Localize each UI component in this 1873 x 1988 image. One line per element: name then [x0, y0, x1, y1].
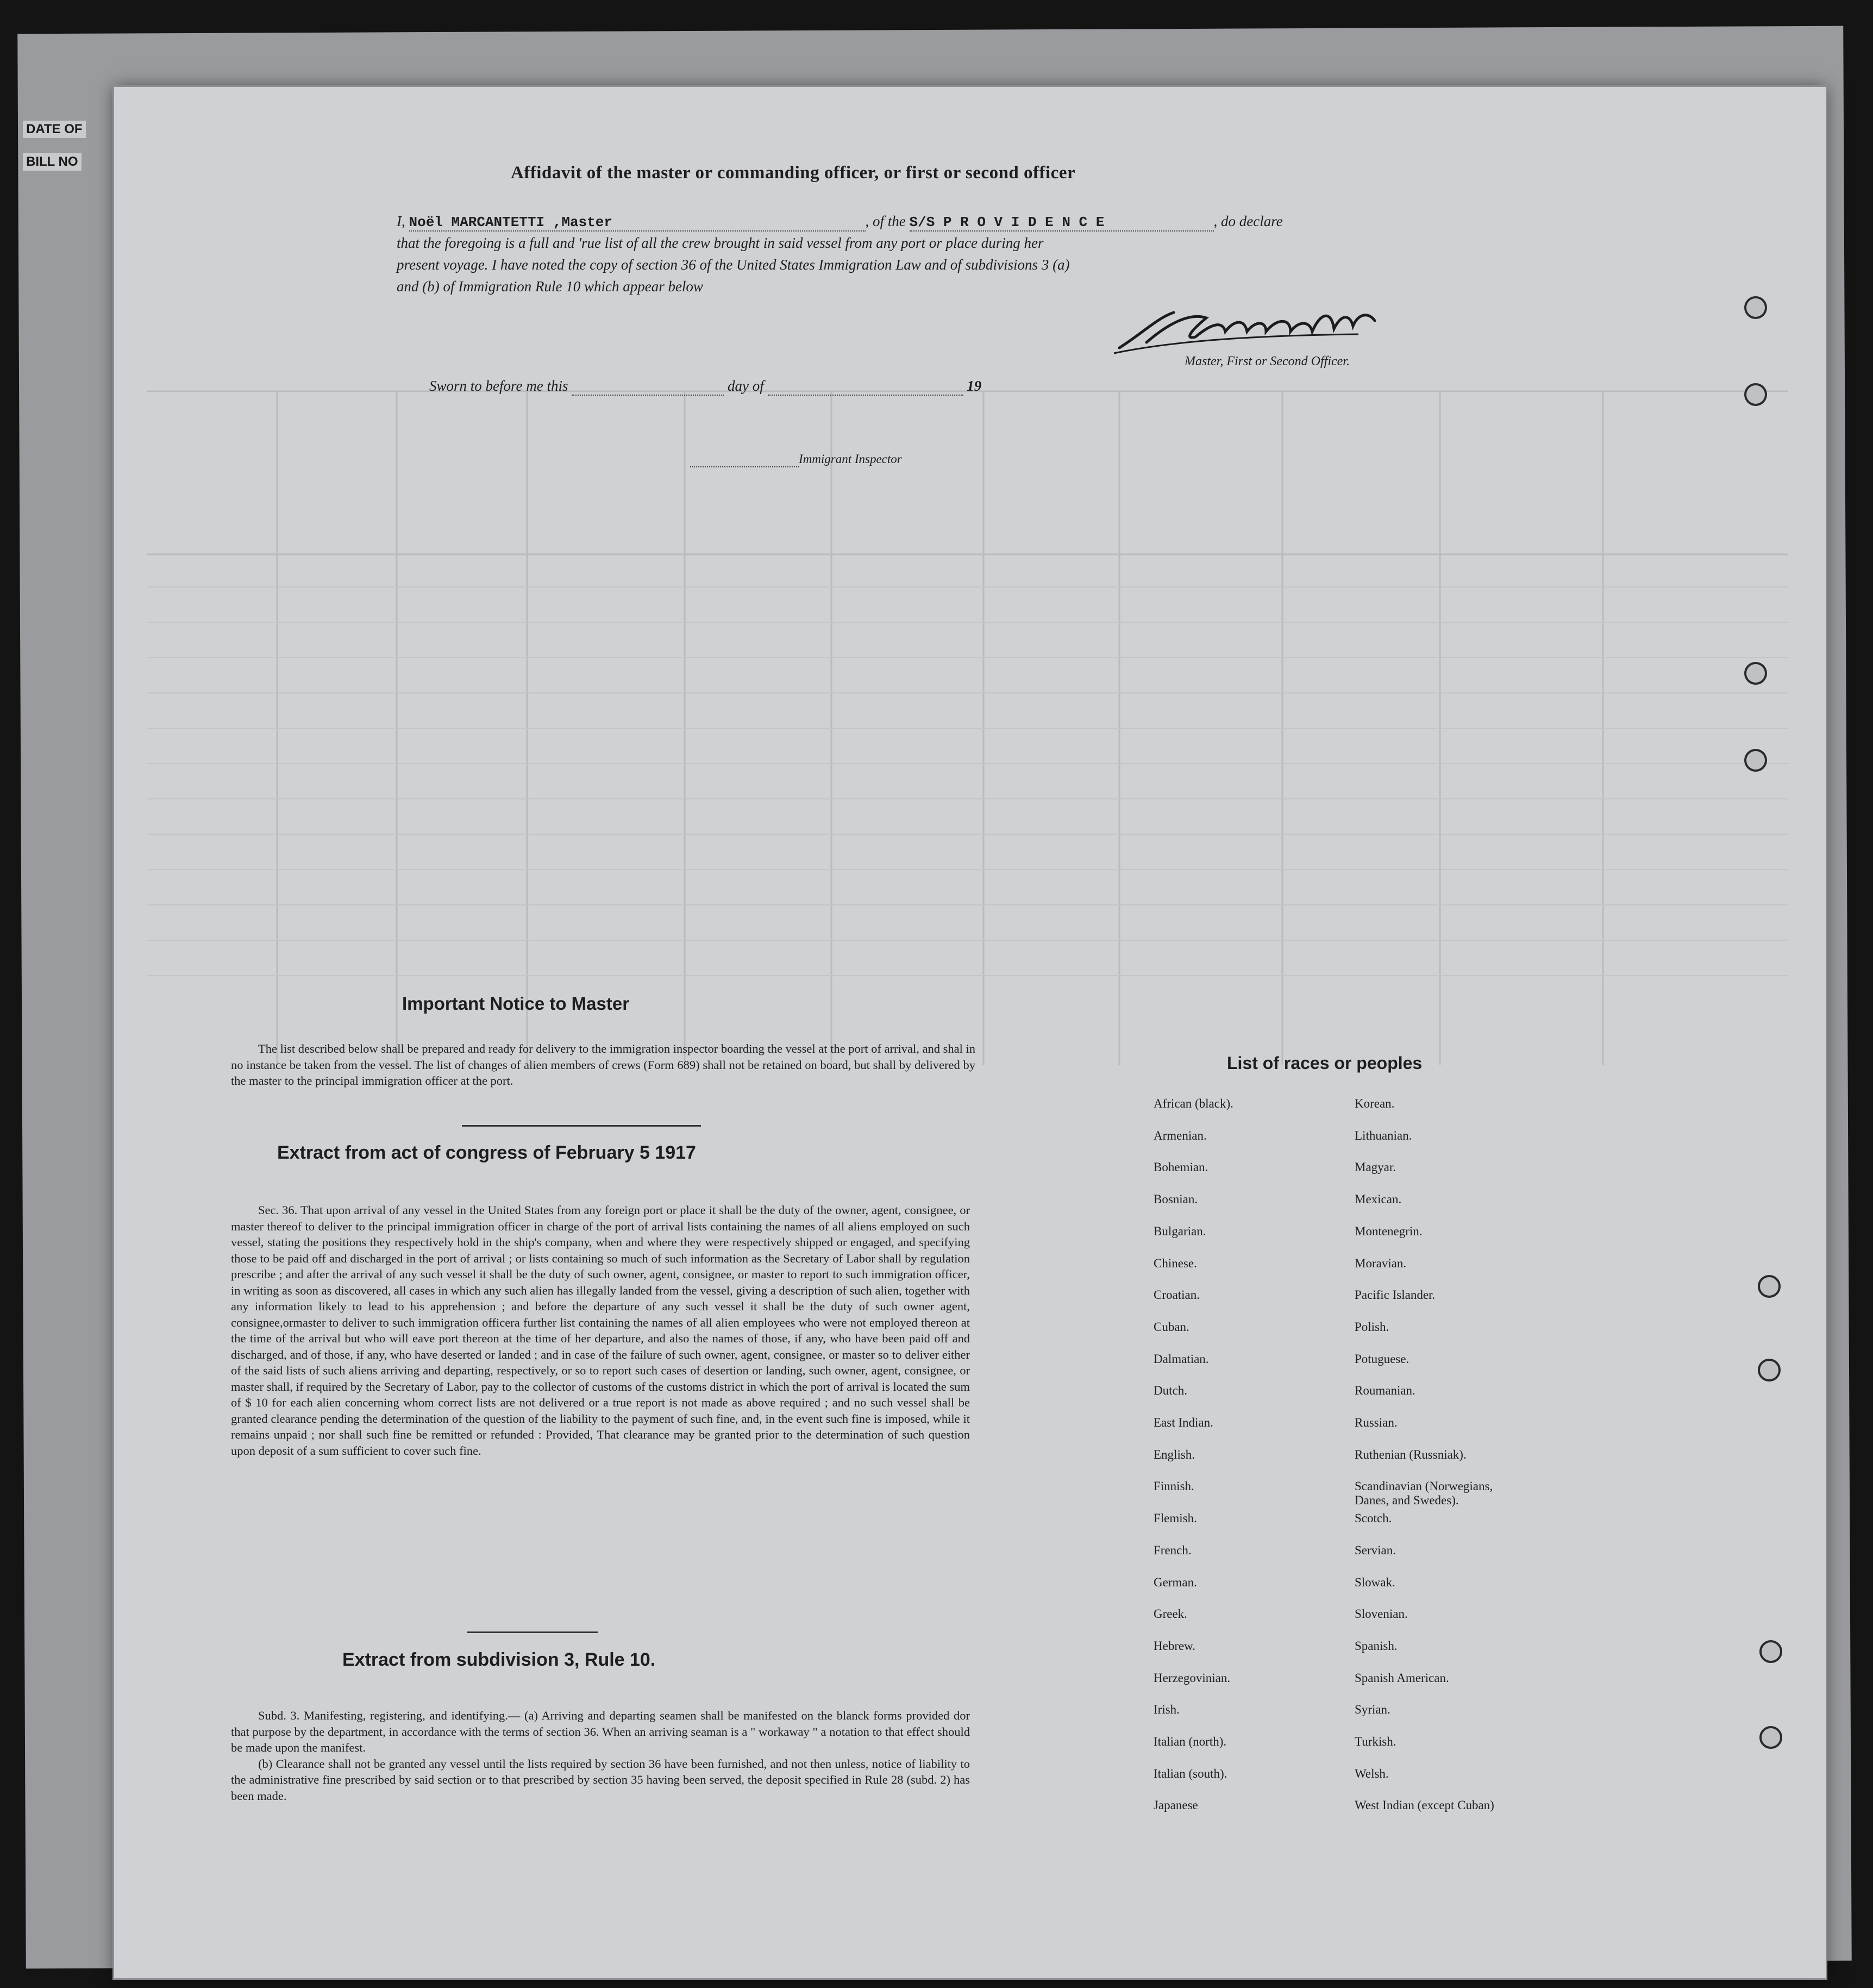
notice-text: [231, 1041, 975, 1089]
race-item: Spanish.: [1355, 1639, 1398, 1653]
affidavit-page: [114, 87, 1826, 1978]
race-item: Chinese.: [1154, 1256, 1197, 1270]
show-through-table: [114, 87, 1826, 1978]
races-list-title: List of races or peoples: [1227, 1053, 1423, 1073]
race-item: Mexican.: [1355, 1192, 1402, 1206]
race-item: Servian.: [1355, 1543, 1396, 1557]
punch-hole: [1759, 1726, 1782, 1749]
affidavit-line1-mid: , of the: [865, 213, 906, 229]
affidavit-line1-prefix: I,: [397, 213, 405, 229]
race-item: Hebrew.: [1154, 1639, 1196, 1653]
inspector-line: [690, 452, 902, 467]
race-item: Potuguese.: [1355, 1352, 1410, 1366]
race-item: Armenian.: [1154, 1128, 1207, 1142]
race-item: Italian (south).: [1154, 1766, 1227, 1780]
race-item: Roumanian.: [1355, 1384, 1415, 1398]
race-item: East Indian.: [1154, 1416, 1213, 1429]
race-item: Ruthenian (Russniak).: [1355, 1447, 1467, 1461]
affidavit-title: Affidavit of the master or commanding officer, or first or second officer: [511, 163, 1076, 183]
race-item: Italian (north).: [1154, 1735, 1227, 1748]
race-item: Scotch.: [1355, 1511, 1392, 1526]
race-item: English.: [1154, 1447, 1195, 1461]
vessel-name-field: S/S P R O V I D E N C E: [910, 214, 1214, 232]
race-item: West Indian (except Cuban): [1355, 1798, 1494, 1812]
race-item: Moravian.: [1355, 1256, 1407, 1270]
affidavit-line-3: present voyage. I have noted the copy of section 36 of the United States Immigration Law and of subdivisions 3 (a): [397, 257, 1070, 273]
notice-divider: [462, 1125, 701, 1127]
rule-paragraph-a: Subd. 3. Manifesting, registering, and identifying.— (a) Arriving and departing seamen shall be manifested on the blanck forms provided dor that purpose by the department, in accordance with the terms of section 36. When an arriving seaman is a " workaway " a notation to that effect should be made upon the manifest.: [231, 1709, 970, 1754]
race-item: Spanish American.: [1355, 1671, 1449, 1685]
punch-hole: [1744, 296, 1767, 319]
race-item: German.: [1154, 1575, 1197, 1589]
inspector-signature-field: [690, 452, 799, 467]
race-item: Croatian.: [1154, 1288, 1200, 1302]
rule-paragraph-b: (b) Clearance shall not be granted any vessel until the lists required by section 36 have been furnished, and not then unless, notice of liability to the administrative fine prescribed by said section or to that prescribed by section 35 having been served, the deposit specified in Rule 28 (subd. 2) has been made.: [231, 1756, 970, 1803]
race-item: Cuban.: [1154, 1320, 1189, 1334]
affidavit-line-1: [397, 213, 1283, 232]
punch-hole: [1759, 1640, 1782, 1663]
sworn-day-of: day of: [728, 378, 764, 394]
master-name-field: Noël MARCANTETTI ,Master: [409, 214, 866, 232]
inspector-caption: Immigrant Inspector: [799, 452, 902, 466]
race-item: African (black).: [1154, 1097, 1233, 1110]
race-item: Turkish.: [1355, 1735, 1396, 1748]
rule-extract-title: Extract from subdivision 3, Rule 10.: [342, 1649, 656, 1670]
race-item: Pacific Islander.: [1355, 1288, 1436, 1302]
race-item: French.: [1154, 1543, 1192, 1557]
date-of-label: DATE OF: [23, 121, 86, 138]
race-item: Russian.: [1355, 1416, 1398, 1429]
race-item: Syrian.: [1355, 1703, 1390, 1717]
race-item: Bulgarian.: [1154, 1224, 1206, 1238]
race-item: Magyar.: [1355, 1160, 1396, 1174]
sworn-prefix: Sworn to before me this: [429, 378, 568, 394]
race-item: Polish.: [1355, 1320, 1389, 1334]
act-divider: [467, 1631, 598, 1633]
notice-title: Important Notice to Master: [402, 993, 630, 1014]
act-paragraph: Sec. 36. That upon arrival of any vessel in the United States from any foreign port or place it shall be the duty of the owner, agent, consignee, or master thereof to deliver to the principal immigration officer in charge of the port of arrival lists containing the names of all aliens employed on such vessel, stating the positions they respectively hold in the ship's company, when and where they were respectively shipped or engaged, and specifying those to be paid off and discharged in the port of arrival ; or lists containing so much of such information as the Secretary of Labor shall by regulation prescribe ; and after the arrival of any such vessel it shall be the duty of such owner, agent, consignee, or master to report to such immigration officer, in writing as soon as discovered, all cases in which any such alien has illegally landed from the vessel, giving a description of such alien, together with any information likely to lead to his apprehension ; and before the departure of any such vessel it shall be the duty of such owner agent, consignee,ormaster to deliver to such immigration officera further list containing the names of all alien employees who were not employed thereon at the time of the arrival but who will eave port thereon at the time of her departure, and also the names of those, if any, who have been paid off and discharged, and of those, if any, who have deserted or landed ; and in case of the failure of such owner, agent, consignee, or master so to deliver either of the said lists of such aliens arriving and departing, respectively, or so to report such cases of desertion or landing, such owner, agent, consignee, or master shall, if required by the Secretary of Labor, pay to the collector of customs of the customs district in which the port of arrival is located the sum of $ 10 for each alien concerning whom correct lists are not delivered or a true report is not made as above required ; and no such vessel shall be granted clearance pending the determination of the question of the liability to the payment of such fine, and, in the event such fine is imposed, while it remains unpaid ; nor shall such fine be remitted or refunded : Provided, That clearance may be granted prior to the determination of such question upon deposit of a sum sufficient to cover such fine.: [231, 1203, 970, 1458]
bill-no-label: BILL NO: [23, 153, 82, 171]
punch-hole: [1744, 749, 1767, 772]
signature-caption: Master, First or Second Officer.: [1185, 354, 1350, 368]
race-item: Japanese: [1154, 1798, 1198, 1812]
race-item: Slowak.: [1355, 1575, 1395, 1589]
race-item: Flemish.: [1154, 1511, 1197, 1526]
race-item: Welsh.: [1355, 1766, 1389, 1780]
sworn-date-field: [572, 378, 724, 396]
sworn-year: 19: [967, 378, 982, 394]
race-item: Bosnian.: [1154, 1192, 1198, 1206]
race-item: Greek.: [1154, 1607, 1187, 1621]
race-item: Korean.: [1355, 1097, 1395, 1110]
punch-hole: [1758, 1359, 1781, 1381]
race-item: Slovenian.: [1355, 1607, 1408, 1621]
act-extract-title: Extract from act of congress of February 5 1917: [277, 1142, 696, 1163]
sworn-month-field: [768, 378, 963, 396]
punch-hole: [1758, 1275, 1781, 1298]
sworn-line: [429, 378, 981, 396]
act-extract-text: [231, 1202, 970, 1459]
race-item: Finnish.: [1154, 1479, 1194, 1493]
race-item: Herzegovinian.: [1154, 1671, 1231, 1685]
notice-paragraph: The list described below shall be prepared and ready for delivery to the immigration inspector boarding the vessel at the port of arrival, and shal in no instance be taken from the vessel. The list of changes of alien members of crews (Form 689) shall not be retained on board, but shall by delivered by the master to the principal immigration officer at the port.: [231, 1042, 975, 1087]
affidavit-line-4: and (b) of Immigration Rule 10 which appear below: [397, 278, 703, 295]
punch-hole: [1744, 383, 1767, 406]
race-item: Dalmatian.: [1154, 1352, 1209, 1366]
affidavit-line1-end: , do declare: [1213, 213, 1283, 229]
punch-hole: [1744, 662, 1767, 685]
master-signature: [1103, 302, 1386, 361]
rule-extract-text: [231, 1708, 970, 1804]
race-item: Montenegrin.: [1355, 1224, 1423, 1238]
race-item: Lithuanian.: [1355, 1128, 1412, 1142]
affidavit-line-2: that the foregoing is a full and 'rue list of all the crew brought in said vessel from any port or place during her: [397, 235, 1044, 251]
race-item: Bohemian.: [1154, 1160, 1208, 1174]
race-item: Irish.: [1154, 1703, 1180, 1717]
race-item: Scandinavian (Norwegians, Danes, and Swedes).: [1355, 1479, 1493, 1508]
race-item: Dutch.: [1154, 1384, 1187, 1398]
